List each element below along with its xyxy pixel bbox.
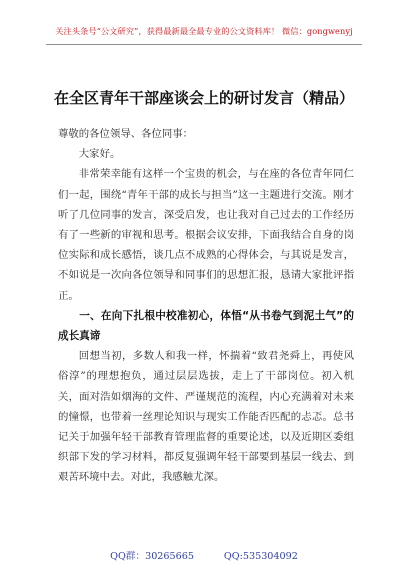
footer-qq-group: QQ群：30265665 [110, 551, 194, 562]
greeting: 大家好。 [78, 148, 121, 161]
footer-contact [0, 548, 408, 562]
document-title: 在全区青年干部座谈会上的研讨发言（精品） [53, 89, 354, 107]
footer-qq: QQ:535304092 [223, 551, 298, 562]
header-divider [46, 44, 362, 45]
salutation: 尊敬的各位领导、各位同事： [58, 128, 194, 140]
paragraph-intro: 非常荣幸能有这样一个宝贵的机会，与在座的各位青年同仁们一起，围绕“青年干部的成长与担当”这一主题进行交流。刚才听了几位同事的发言，深受启发，也让我对自己过去的工作经历有了一些新的审视和思考。根据会议安排，下面我结合自身的岗位实际和成长感悟，谈几点不成熟的心得体会，与其说是发言，不如说是一次向各位领导和同事们的思想汇报，恳请大家批评指正。 [58, 168, 354, 302]
header-note: 关注头条号“公文研究”，获得最新最全最专业的公文资料库！ 微信：gongwenyj [55, 26, 353, 36]
document-body [58, 124, 354, 488]
section-heading-1: 一、在向下扎根中校准初心，体悟“从书卷气到泥土气”的成长真谛 [58, 309, 354, 343]
paragraph-section-1: 回想当初，多数人和我一样，怀揣着“致君尧舜上，再使风俗淳”的理想抱负，通过层层选拔，走上了干部岗位。初入机关，面对浩如烟海的文件、严谨规范的流程，内心充满着对未来的憧憬，也带着一丝理论知识与现实工作能否匹配的忐忑。总书记关于加强年轻干部教育管理监督的重要论述，以及近期区委组织部下发的学习材料，都反复强调年轻干部要到基层一线去、到艰苦环境中去。对此，我感触尤深。 [58, 350, 354, 484]
